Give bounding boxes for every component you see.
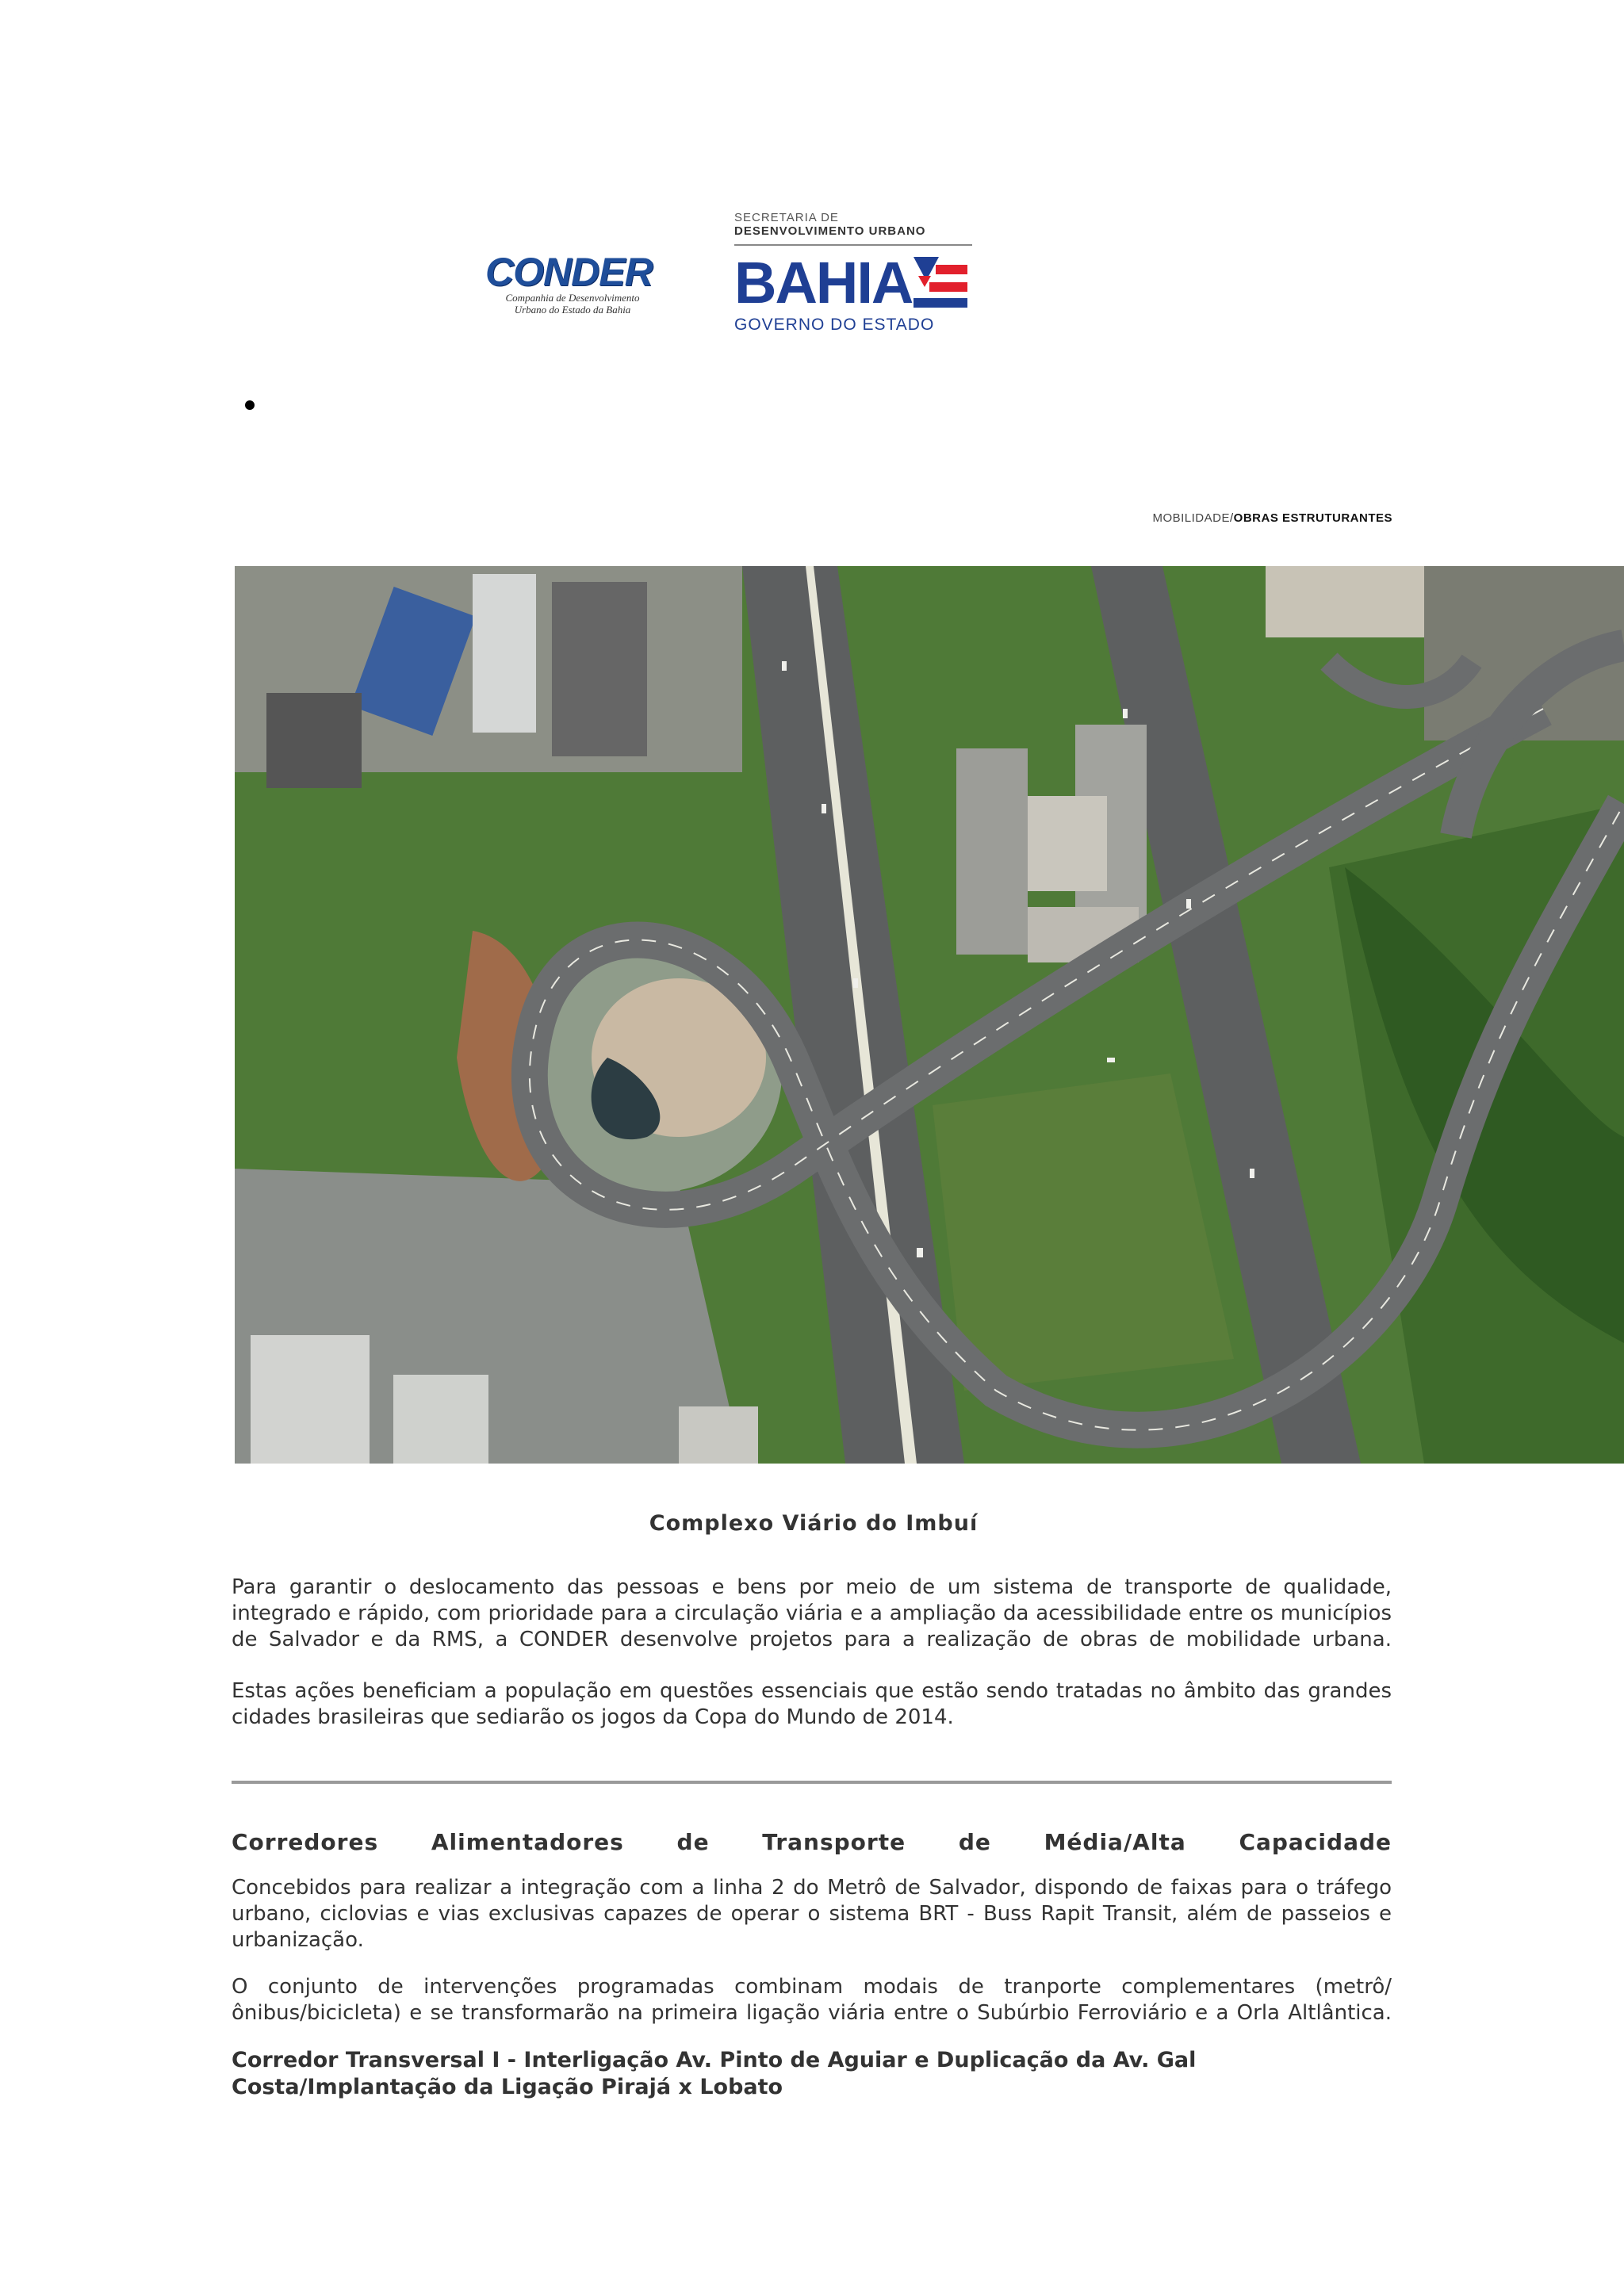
bahia-wordmark-row	[734, 250, 977, 316]
intro-paragraph-1: Para garantir o deslocamento das pessoas e bens por meio de um sistema de transporte de qualidade, integrado e rápido, com prioridade para a circulação viária e a ampliação da acessibilidade entre os municípios de Salvador e da RMS, a CONDER desenvolve projetos para a realização de obras de mobilidade urbana.	[232, 1575, 1392, 1651]
secretaria-line2: DESENVOLVIMENTO URBANO	[734, 224, 926, 238]
intro-section	[232, 1575, 1392, 1731]
secretaria-line1: SECRETARIA DE	[734, 211, 839, 224]
breadcrumb	[1152, 511, 1392, 525]
corredores-section	[232, 1829, 1392, 2101]
bahia-flag-icon	[914, 257, 969, 309]
conder-logo-subtitle	[485, 292, 660, 316]
photo-caption: Complexo Viário do Imbuí	[649, 1511, 979, 1536]
conder-subtitle-line1: Companhia de Desenvolvimento	[505, 292, 640, 304]
breadcrumb-link-mobilidade[interactable]: MOBILIDADE	[1152, 511, 1230, 525]
governo-tagline: GOVERNO DO ESTADO	[734, 316, 935, 334]
bahia-logo	[734, 211, 977, 354]
logo-divider	[734, 244, 972, 246]
conder-subtitle-line2: Urbano do Estado da Bahia	[514, 304, 631, 316]
list-bullet	[245, 400, 255, 410]
conder-logo-wordmark: CONDER	[485, 250, 653, 294]
aerial-photo	[235, 566, 1624, 1464]
section-paragraph-1: Concebidos para realizar a integração com a linha 2 do Metrô de Salvador, dispondo de faixas para o tráfego urbano, ciclovias e vias exclusivas capazes de operar o sistema BRT - Buss Rapit Transit, além de passeios e urbanização.	[232, 1876, 1392, 1952]
aerial-photo-image	[235, 566, 1624, 1464]
section-paragraph-2: O conjunto de intervenções programadas combinam modais de tranporte complementares (metrô/ônibus/bicicleta) e se transformarão na primeira ligação viária entre o Subúrbio Ferroviário e a Orla Altlântica.	[232, 1975, 1392, 2025]
section-heading: Corredores Alimentadores de Transporte de Média/Alta Capacidade	[232, 1829, 1392, 1855]
corredor-subheading: Corredor Transversal I - Interligação Av. Pinto de Aguiar e Duplicação da Av. Gal Costa/Implantação da Ligação Pirajá x Lobato	[232, 2048, 1197, 2099]
breadcrumb-separator: /	[1229, 511, 1234, 525]
intro-paragraph-2: Estas ações beneficiam a população em questões essenciais que estão sendo tratadas no âmbito das grandes cidades brasileiras que sediarão os jogos da Copa do Mundo de 2014.	[232, 1679, 1392, 1729]
secretaria-label	[734, 211, 977, 238]
conder-logo	[485, 252, 682, 328]
section-divider	[232, 1781, 1392, 1784]
breadcrumb-current: OBRAS ESTRUTURANTES	[1233, 511, 1392, 525]
bahia-wordmark: BAHIA	[734, 250, 913, 316]
